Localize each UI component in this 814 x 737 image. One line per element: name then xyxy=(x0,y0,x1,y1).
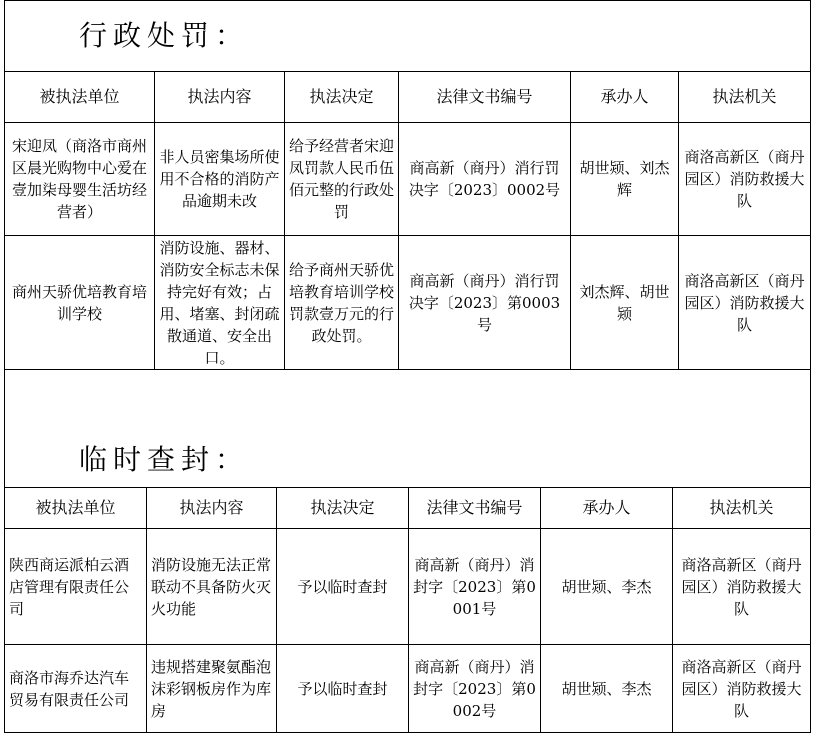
seal-section-title-cell xyxy=(5,370,811,488)
cell-decision: 给予商州天骄优培教育培训学校罚款壹万元的行政处罚。 xyxy=(285,236,399,370)
seal-header-row xyxy=(5,488,811,529)
cell-decision: 给予经营者宋迎凤罚款人民币伍佰元整的行政处罚 xyxy=(285,123,399,236)
header-handler: 承办人 xyxy=(571,72,679,123)
penalty-section-title: 行政处罚： xyxy=(79,19,250,52)
header-decision: 执法决定 xyxy=(277,488,409,529)
header-handler: 承办人 xyxy=(541,488,673,529)
header-content: 执法内容 xyxy=(147,488,277,529)
cell-target-unit: 商洛市海乔达汽车贸易有限责任公司 xyxy=(5,645,147,733)
header-content: 执法内容 xyxy=(155,72,285,123)
cell-document-number: 商高新（商丹）消封字〔2023〕第0002号 xyxy=(409,645,541,733)
seal-section-title: 临时查封： xyxy=(79,442,250,476)
cell-handler: 刘杰辉、胡世颎 xyxy=(571,236,679,370)
cell-document-number: 商高新（商丹）消行罚决字〔2023〕0002号 xyxy=(399,123,571,236)
header-authority: 执法机关 xyxy=(679,72,811,123)
cell-authority: 商洛高新区（商丹园区）消防救援大队 xyxy=(673,529,811,645)
cell-authority: 商洛高新区（商丹园区）消防救援大队 xyxy=(679,123,811,236)
header-authority: 执法机关 xyxy=(673,488,811,529)
penalty-header-row xyxy=(5,72,811,123)
table-row xyxy=(5,645,811,733)
cell-decision: 予以临时查封 xyxy=(277,645,409,733)
cell-target-unit: 宋迎凤（商洛市商州区晨光购物中心爱在壹加柒母婴生活坊经营者） xyxy=(5,123,155,236)
penalty-table xyxy=(4,0,811,488)
cell-document-number: 商高新（商丹）消行罚决字〔2023〕第0003号 xyxy=(399,236,571,370)
table-row xyxy=(5,123,811,236)
cell-handler: 胡世颎、刘杰辉 xyxy=(571,123,679,236)
header-document-number: 法律文书编号 xyxy=(409,488,541,529)
header-target-unit: 被执法单位 xyxy=(5,72,155,123)
header-document-number: 法律文书编号 xyxy=(399,72,571,123)
cell-handler: 胡世颎、李杰 xyxy=(541,645,673,733)
cell-document-number: 商高新（商丹）消封字〔2023〕第0001号 xyxy=(409,529,541,645)
cell-content: 违规搭建聚氨酯泡沫彩钢板房作为库房 xyxy=(147,645,277,733)
cell-handler: 胡世颎、李杰 xyxy=(541,529,673,645)
table-row xyxy=(5,236,811,370)
cell-target-unit: 陕西商运派柏云酒店管理有限责任公司 xyxy=(5,529,147,645)
cell-authority: 商洛高新区（商丹园区）消防救援大队 xyxy=(673,645,811,733)
cell-decision: 予以临时查封 xyxy=(277,529,409,645)
penalty-title-cell xyxy=(5,1,811,72)
cell-authority: 商洛高新区（商丹园区）消防救援大队 xyxy=(679,236,811,370)
header-decision: 执法决定 xyxy=(285,72,399,123)
cell-target-unit: 商州天骄优培教育培训学校 xyxy=(5,236,155,370)
table-row xyxy=(5,529,811,645)
cell-content: 消防设施、器材、消防安全标志未保持完好有效；占用、堵塞、封闭疏散通道、安全出口。 xyxy=(155,236,285,370)
cell-content: 消防设施无法正常联动不具备防火灭火功能 xyxy=(147,529,277,645)
seal-table xyxy=(4,487,811,733)
header-target-unit: 被执法单位 xyxy=(5,488,147,529)
cell-content: 非人员密集场所使用不合格的消防产品逾期未改 xyxy=(155,123,285,236)
